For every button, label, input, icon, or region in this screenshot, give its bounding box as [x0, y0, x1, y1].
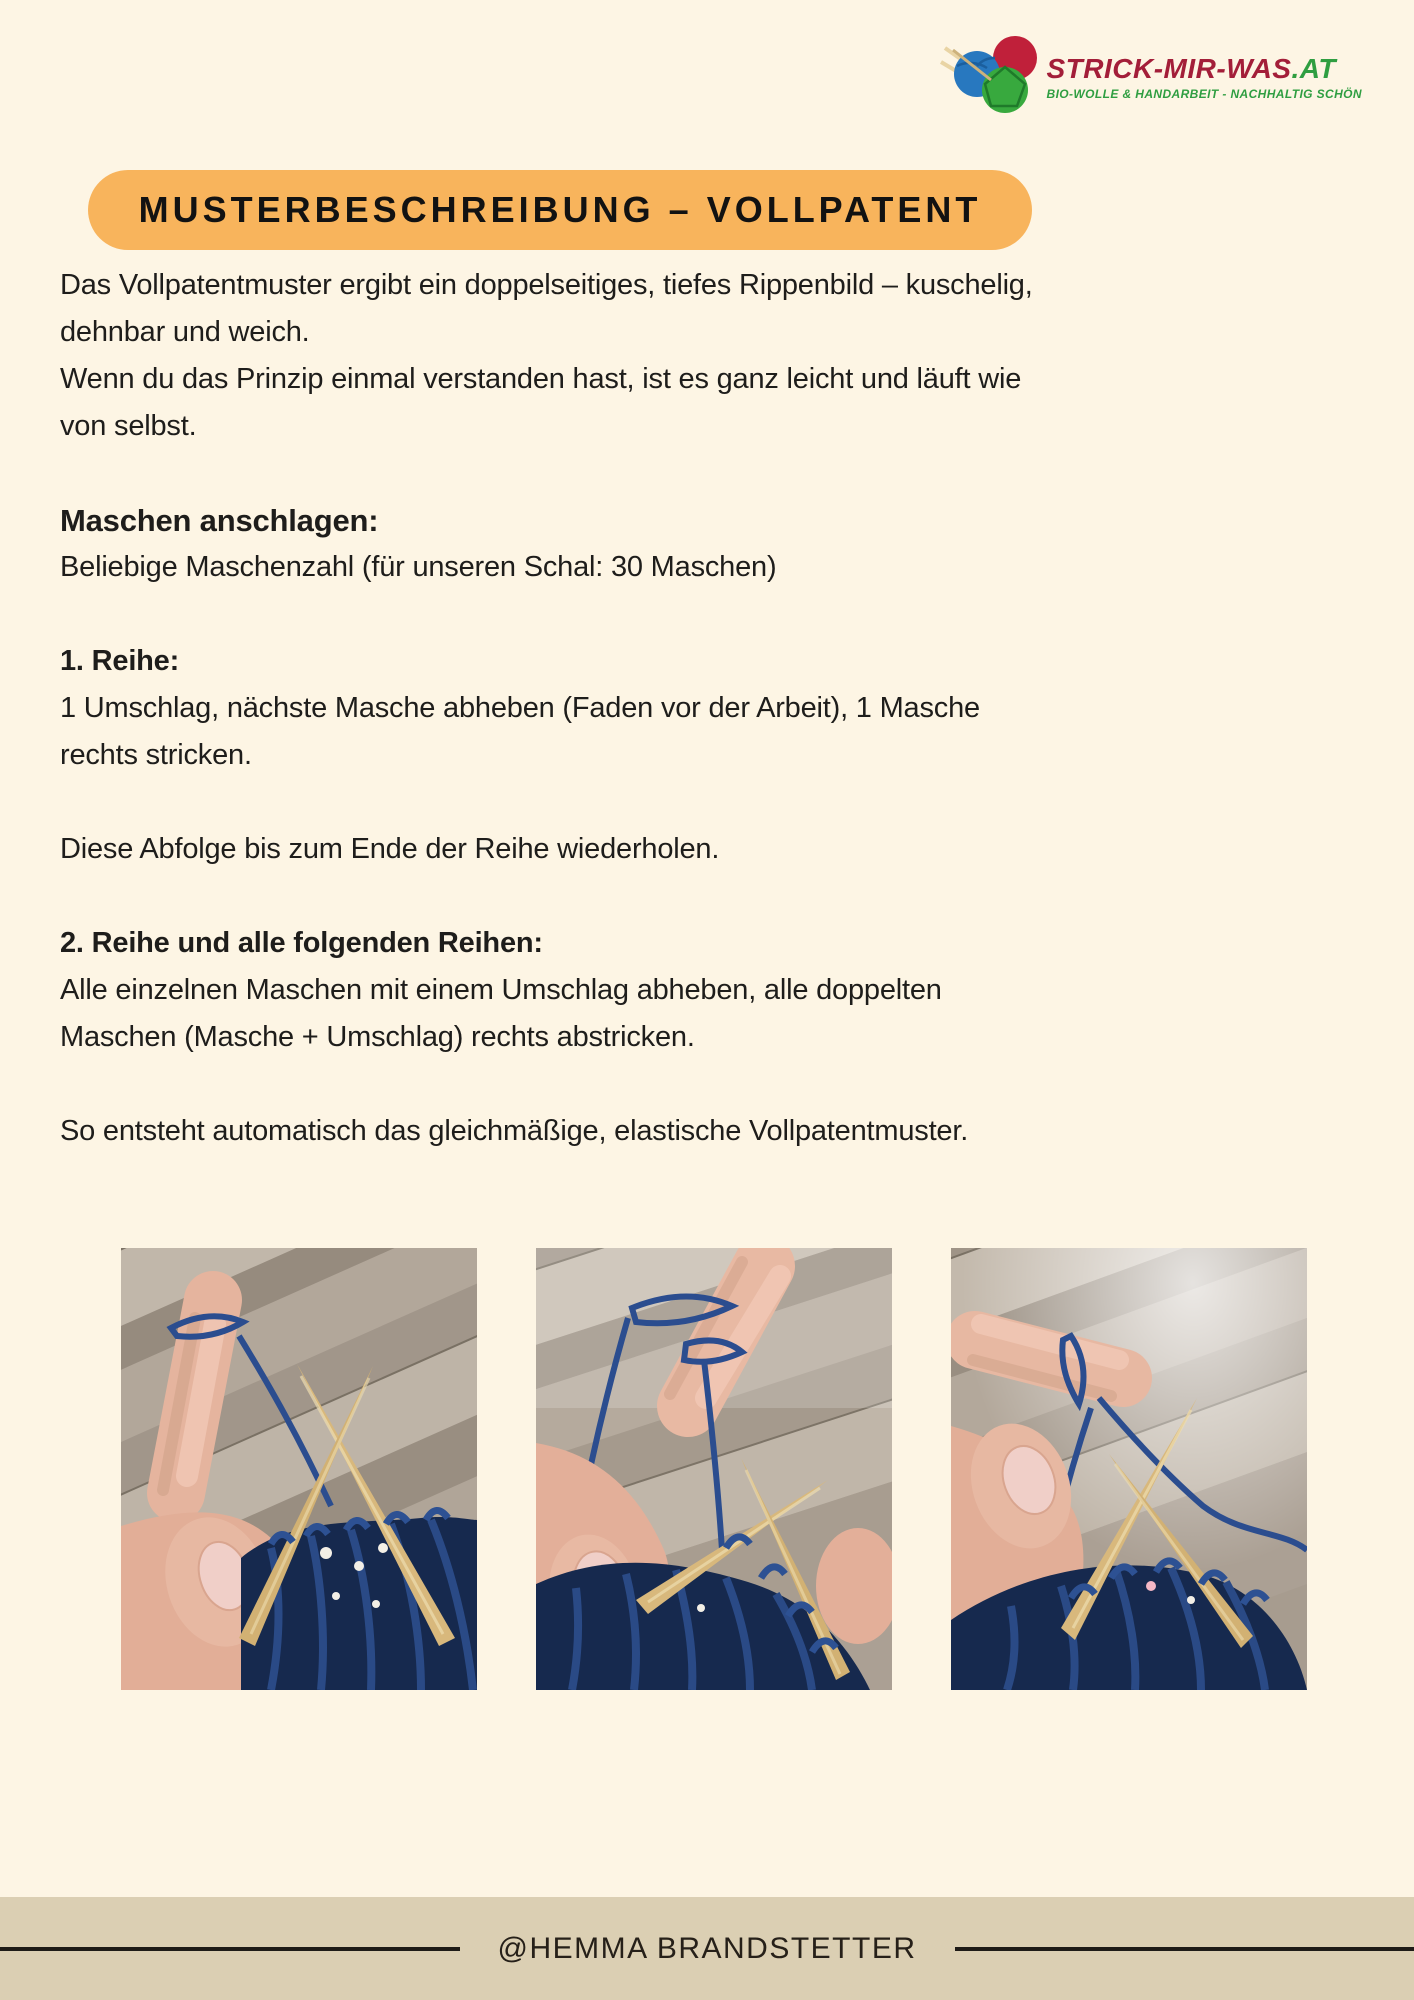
knitted-fabric	[241, 1517, 477, 1690]
row2-heading: 2. Reihe und alle folgenden Reihen:	[60, 927, 543, 959]
footer-band	[0, 1897, 1414, 2000]
cast-on-heading: Maschen anschlagen:	[60, 503, 379, 538]
step-photo-2	[536, 1248, 892, 1690]
footer-rule-left	[0, 1947, 460, 1951]
brand-logo	[933, 36, 1363, 119]
intro-paragraph-1: Das Vollpatentmuster ergibt ein doppelseitiges, tiefes Rippenbild – kuschelig, dehnbar und weich.	[60, 269, 1033, 348]
step-photo-row	[121, 1248, 1307, 1690]
row2-text: Alle einzelnen Maschen mit einem Umschlag abheben, alle doppelten Maschen (Masche + Umschlag) rechts abstricken.	[60, 974, 942, 1053]
footer-rule-right	[955, 1947, 1414, 1951]
step-photo-3	[951, 1248, 1307, 1690]
pattern-instructions	[60, 262, 1052, 1155]
author-handle: @HEMMA BRANDSTETTER	[497, 1931, 917, 1965]
title-banner	[88, 170, 1032, 250]
row1-heading: 1. Reihe:	[60, 645, 180, 677]
cast-on-text: Beliebige Maschenzahl (für unseren Schal: 30 Maschen)	[60, 551, 777, 583]
repeat-text: Diese Abfolge bis zum Ende der Reihe wiederholen.	[60, 833, 720, 865]
page-title: MUSTERBESCHREIBUNG – VOLLPATENT	[138, 189, 982, 230]
intro-paragraph-2: Wenn du das Prinzip einmal verstanden hast, ist es ganz leicht und läuft wie von selbst.	[60, 363, 1022, 442]
brand-tld: .AT	[1291, 53, 1337, 84]
row1-text: 1 Umschlag, nächste Masche abheben (Faden vor der Arbeit), 1 Masche rechts stricken.	[60, 692, 980, 771]
result-text: So entsteht automatisch das gleichmäßige, elastische Vollpatentmuster.	[60, 1115, 969, 1147]
yarn-balls-icon	[933, 36, 1041, 119]
brand-tagline: BIO-WOLLE & HANDARBEIT - NACHHALTIG SCHÖN	[1046, 87, 1362, 101]
step-photo-1	[121, 1248, 477, 1690]
brand-name: STRICK-MIR-WAS.AT	[1046, 53, 1337, 84]
